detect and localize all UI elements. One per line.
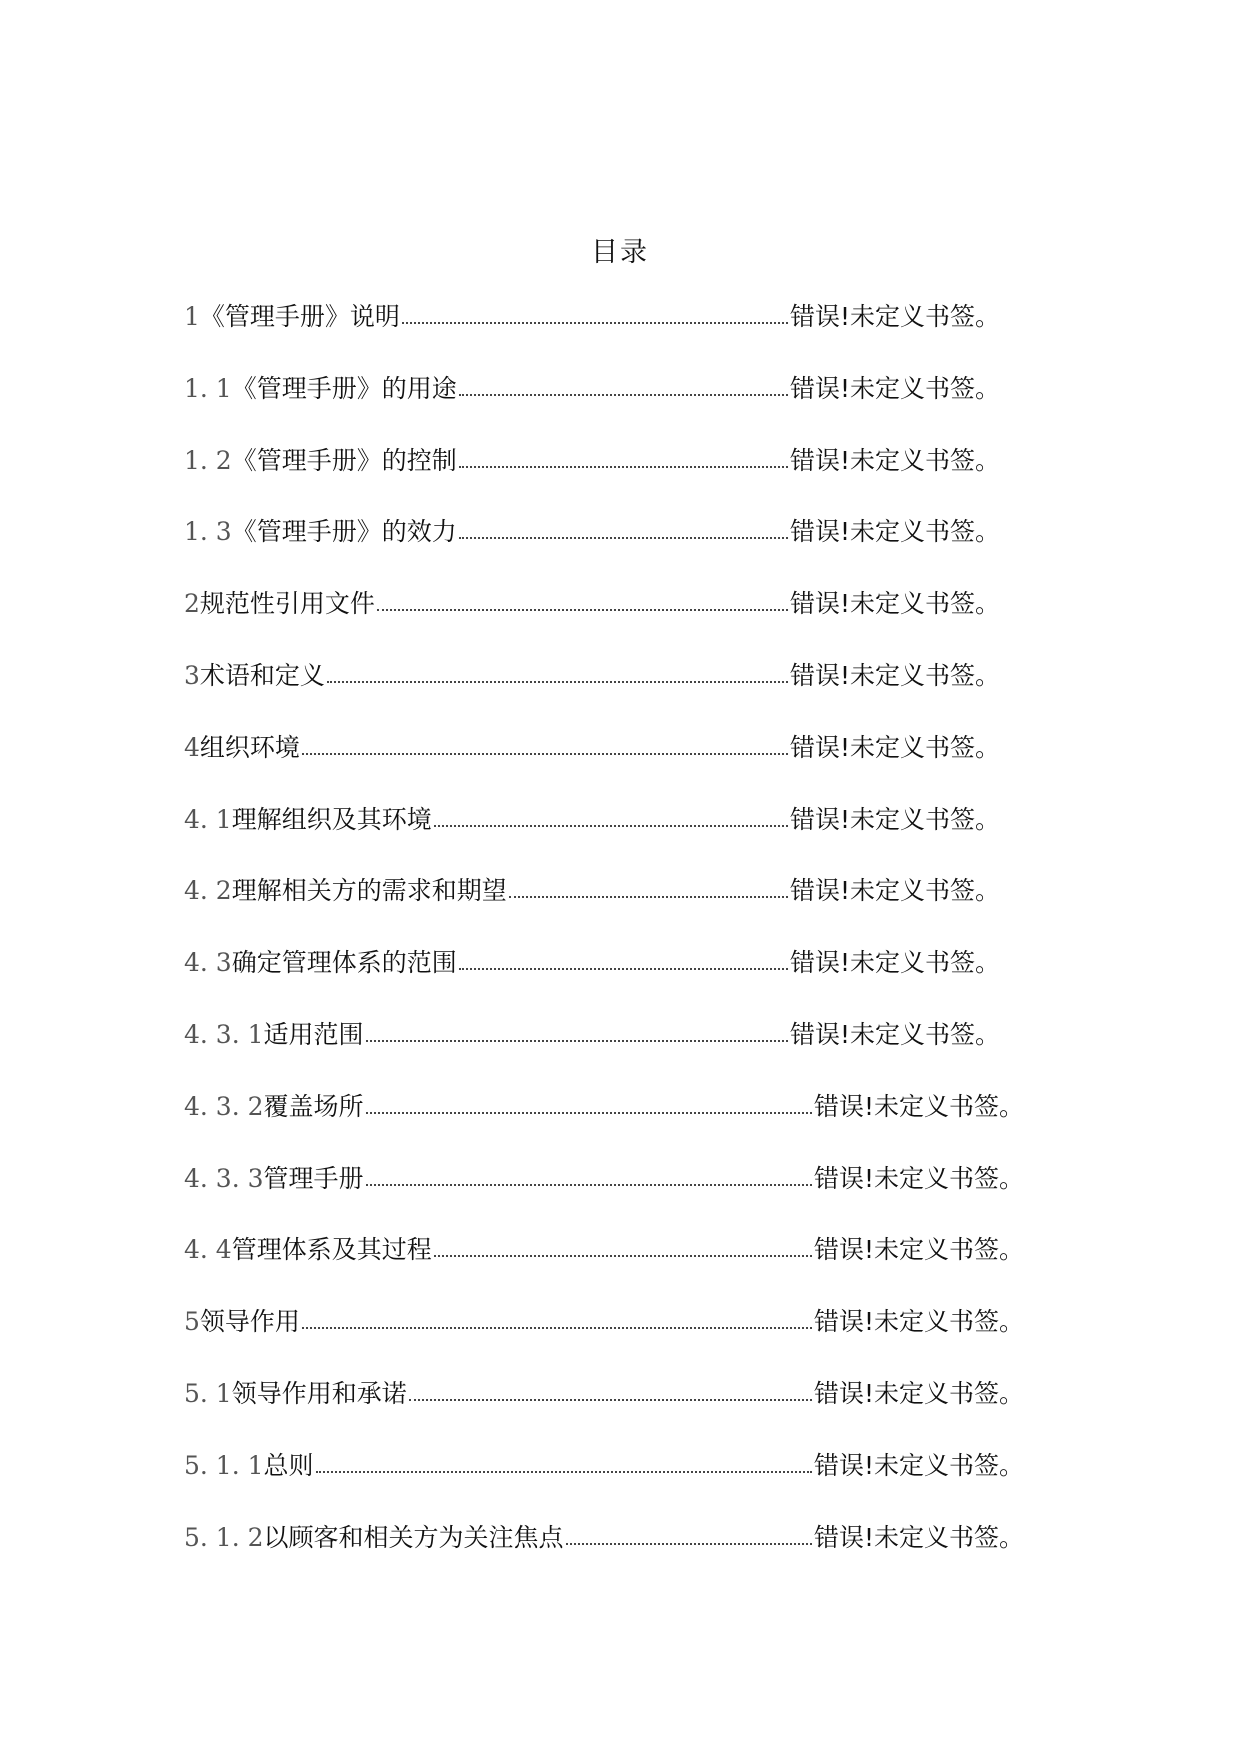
toc-dot-leader [509,874,788,898]
toc-dot-leader [566,1521,812,1545]
toc-entry-page: 错误!未定义书签。 [789,1019,1000,1049]
toc-entry-page: 错误!未定义书签。 [789,876,1000,906]
toc-entry[interactable] [184,1521,1024,1593]
toc-entry-number: 4. 3. 3 [184,1163,264,1193]
toc-entry-page: 错误!未定义书签。 [789,302,1000,331]
toc-entry-page: 错误!未定义书签。 [789,948,1000,978]
toc-entry-text: 确定管理体系的范围 [231,948,457,978]
toc-entry-text: 术语和定义 [199,660,325,690]
toc-entry-number: 5. 1 [184,1378,232,1408]
toc-entry-text: 管理手册 [263,1163,364,1193]
toc-entry[interactable] [184,1018,1000,1090]
toc-entry-page: 错误!未定义书签。 [789,373,1000,403]
toc-dot-leader [459,515,788,539]
toc-entry-number: 4 [184,732,200,762]
toc-entry-text: 领导作用 [199,1307,300,1337]
toc-entry[interactable] [184,515,1000,587]
table-of-contents [184,300,1044,1592]
toc-dot-leader [366,1018,788,1042]
toc-entry[interactable] [184,444,1000,516]
toc-entry-page: 错误!未定义书签。 [789,660,1000,690]
toc-entry[interactable] [184,659,1000,731]
toc-entry-number: 5. 1. 2 [184,1522,264,1552]
toc-entry-page: 错误!未定义书签。 [789,517,1000,547]
toc-dot-leader [377,587,788,611]
toc-entry[interactable] [184,1377,1024,1449]
toc-entry[interactable] [184,803,1000,875]
toc-entry[interactable] [184,1090,1024,1162]
toc-entry-text: 《管理手册》说明 [199,302,400,331]
toc-entry-number: 4. 3 [184,948,232,978]
toc-entry-text: 领导作用和承诺 [231,1378,407,1408]
toc-dot-leader [302,1305,812,1329]
toc-entry-page: 错误!未定义书签。 [813,1163,1024,1193]
toc-entry-number: 4. 1 [184,804,232,834]
toc-dot-leader [327,659,788,683]
toc-entry-number: 1. 3 [184,517,232,547]
toc-entry-page: 错误!未定义书签。 [813,1235,1024,1265]
toc-entry[interactable] [184,1162,1024,1234]
toc-entry-page: 错误!未定义书签。 [789,732,1000,762]
toc-entry-number: 5 [184,1307,200,1337]
toc-entry-text: 适用范围 [263,1019,364,1049]
toc-entry-text: 理解相关方的需求和期望 [231,876,507,906]
toc-entry[interactable] [184,372,1000,444]
toc-dot-leader [409,1377,812,1401]
toc-entry[interactable] [184,587,1000,659]
toc-entry-page: 错误!未定义书签。 [813,1522,1024,1552]
toc-entry-text: 以顾客和相关方为关注焦点 [263,1522,564,1552]
toc-title: 目录 [591,237,649,268]
toc-entry[interactable] [184,300,1000,372]
toc-entry-number: 4. 4 [184,1235,232,1265]
toc-entry-page: 错误!未定义书签。 [813,1450,1024,1480]
toc-dot-leader [459,372,788,396]
toc-entry-page: 错误!未定义书签。 [813,1378,1024,1408]
toc-dot-leader [316,1449,812,1473]
toc-entry-page: 错误!未定义书签。 [789,804,1000,834]
toc-entry-text: 《管理手册》的效力 [231,517,457,547]
toc-entry-text: 规范性引用文件 [199,589,375,619]
toc-dot-leader [459,444,788,468]
toc-dot-leader [366,1162,812,1186]
toc-entry-number: 4. 2 [184,876,232,906]
toc-entry-page: 错误!未定义书签。 [789,445,1000,475]
toc-entry[interactable] [184,731,1000,803]
toc-dot-leader [459,946,788,970]
toc-entry-number: 4. 3. 1 [184,1019,264,1049]
toc-entry-text: 组织环境 [199,732,300,762]
toc-dot-leader [434,1233,812,1257]
toc-entry-text: 总则 [263,1450,314,1480]
toc-dot-leader [402,300,788,324]
toc-entry[interactable] [184,1305,1024,1377]
toc-entry-text: 覆盖场所 [263,1091,364,1121]
toc-entry-number: 2 [184,589,200,619]
toc-entry-number: 1 [184,302,200,331]
toc-entry-text: 管理体系及其过程 [231,1235,432,1265]
toc-entry-number: 4. 3. 2 [184,1091,264,1121]
toc-entry[interactable] [184,1233,1024,1305]
toc-entry-text: 《管理手册》的用途 [231,373,457,403]
toc-dot-leader [434,803,788,827]
toc-entry[interactable] [184,1449,1024,1521]
toc-dot-leader [302,731,788,755]
toc-entry-page: 错误!未定义书签。 [813,1307,1024,1337]
toc-entry-text: 理解组织及其环境 [231,804,432,834]
toc-entry[interactable] [184,874,1000,946]
toc-entry-text: 《管理手册》的控制 [231,445,457,475]
toc-entry-page: 错误!未定义书签。 [813,1091,1024,1121]
toc-entry-number: 1. 2 [184,445,232,475]
toc-entry-number: 3 [184,660,200,690]
toc-entry-number: 5. 1. 1 [184,1450,264,1480]
toc-entry-page: 错误!未定义书签。 [789,589,1000,619]
toc-entry-number: 1. 1 [184,373,232,403]
toc-dot-leader [366,1090,812,1114]
toc-entry[interactable] [184,946,1000,1018]
